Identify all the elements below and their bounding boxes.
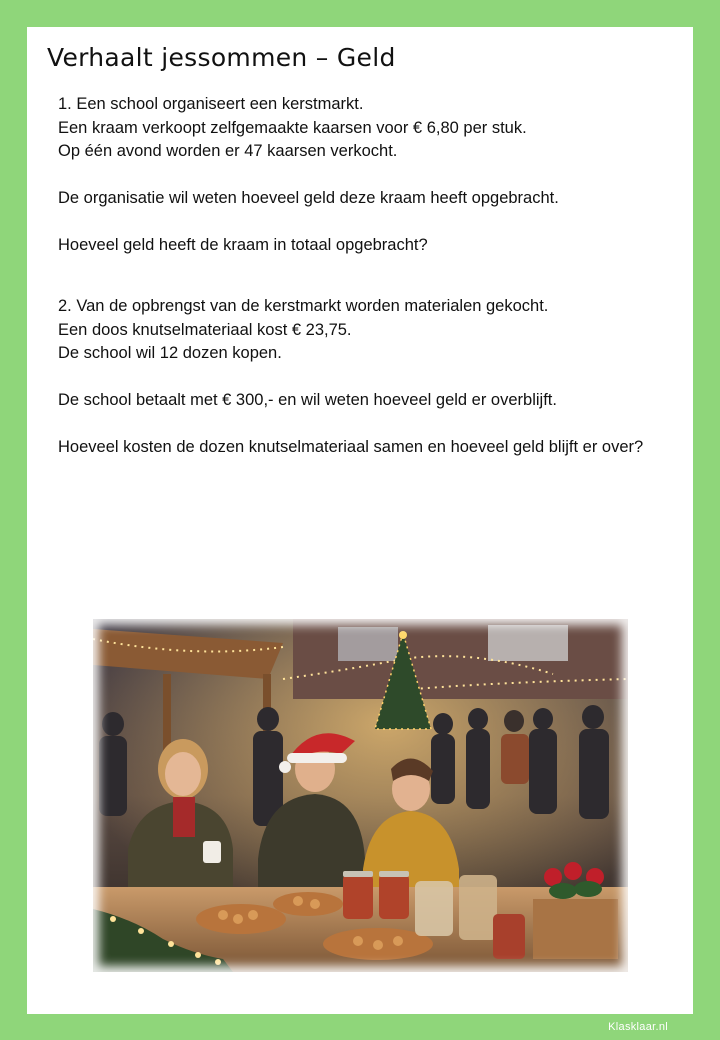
worksheet-title: Verhaalt jessommen – Geld (47, 43, 396, 72)
christmas-market-photo (93, 619, 628, 972)
task-1 (58, 93, 559, 258)
footer-brand: Klasklaar.nl (608, 1021, 668, 1033)
task-1-line-4: De organisatie wil weten hoeveel geld deze kraam heeft opgebracht. (58, 189, 559, 207)
task-2-question: Hoeveel kosten de dozen knutselmateriaal samen en hoeveel geld blijft er over? (58, 438, 644, 456)
task-1-question: Hoeveel geld heeft de kraam in totaal opgebracht? (58, 236, 428, 254)
worksheet-page (27, 27, 693, 1014)
task-2 (58, 295, 658, 460)
task-1-line-2: Een kraam verkoopt zelfgemaakte kaarsen voor € 6,80 per stuk. (58, 118, 527, 137)
task-2-line-1: 2. Van de opbrengst van de kerstmarkt worden materialen gekocht. (58, 297, 549, 315)
task-2-line-4: De school betaalt met € 300,- en wil weten hoeveel geld er overblijft. (58, 391, 557, 409)
task-2-line-2: Een doos knutselmateriaal kost € 23,75. (58, 320, 352, 339)
task-1-line-1: 1. Een school organiseert een kerstmarkt. (58, 95, 364, 113)
task-1-line-3: Op één avond worden er 47 kaarsen verkocht. (58, 142, 398, 160)
task-2-line-3: De school wil 12 dozen kopen. (58, 344, 282, 362)
